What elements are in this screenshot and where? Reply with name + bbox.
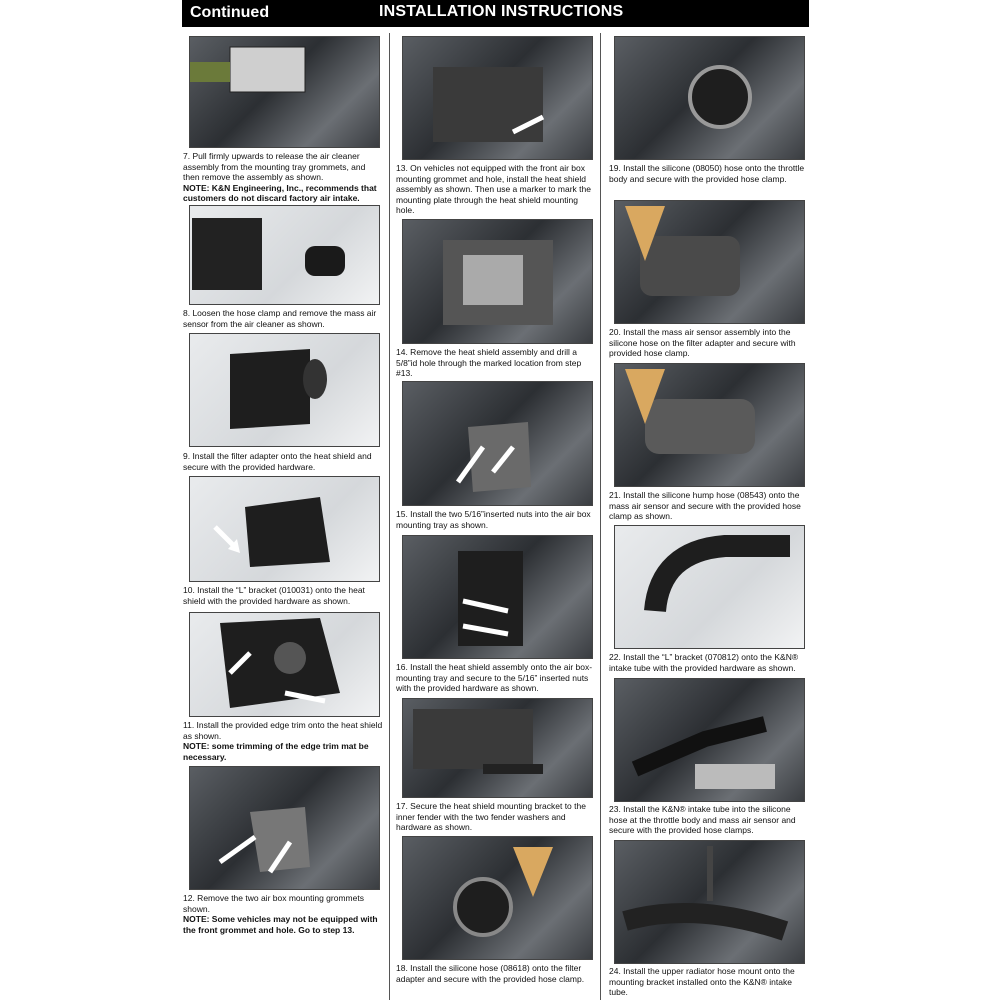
continued-label: Continued [190, 4, 270, 21]
step-15-photo [402, 381, 593, 506]
step-18-photo [402, 836, 593, 960]
step-13-text: 13. On vehicles not equipped with the front air box mounting grommet and hole, install the heat shield assembly as shown. Then use a marker to mark the mounting plate through the heat shield mounting hole. [396, 163, 591, 216]
step-12-note: NOTE: Some vehicles may not be equipped with the front grommet and hole. Go to step 13. [183, 914, 378, 935]
step-22-photo [614, 525, 805, 649]
step-8-photo [189, 205, 380, 305]
step-11-caption [183, 720, 383, 762]
page-title: INSTALLATION INSTRUCTIONS [379, 3, 624, 20]
step-17-caption [396, 801, 598, 833]
step-7-photo [189, 36, 380, 148]
step-11-text: 11. Install the provided edge trim onto the heat shield as shown. [183, 720, 383, 741]
step-7-caption [183, 151, 383, 204]
step-23-photo [614, 678, 805, 802]
step-23-text: 23. Install the K&N® intake tube into the silicone hose at the throttle body and mass air sensor and secure with the provided hose clamps. [609, 804, 796, 836]
step-17-photo [402, 698, 593, 798]
step-11-photo [189, 612, 380, 717]
step-16-text: 16. Install the heat shield assembly onto the air box-mounting tray and secure to the 5/16” inserted nuts with the provided hardware as shown. [396, 662, 593, 694]
step-20-photo [614, 200, 805, 324]
step-7-text: 7. Pull firmly upwards to release the air cleaner assembly from the mounting tray grommets, and then remove the assembly as shown. [183, 151, 366, 183]
step-18-text: 18. Install the silicone hose (08618) onto the filter adapter and secure with the provided hose clamp. [396, 963, 585, 984]
step-13-caption [396, 163, 598, 216]
step-21-text: 21. Install the silicone hump hose (08543) onto the mass air sensor and secure with the provided hose clamp as shown. [609, 490, 801, 522]
step-24-caption [609, 966, 809, 998]
step-8-text: 8. Loosen the hose clamp and remove the mass air sensor from the air cleaner as shown. [183, 308, 377, 329]
step-20-text: 20. Install the mass air sensor assembly into the silicone hose on the filter adapter and secure with provided hose clamp. [609, 327, 796, 359]
step-19-text: 19. Install the silicone (08050) hose onto the throttle body and secure with the provided hose clamp. [609, 163, 805, 184]
step-21-photo [614, 363, 805, 487]
step-21-caption [609, 490, 809, 522]
step-18-caption [396, 963, 598, 984]
step-17-text: 17. Secure the heat shield mounting bracket to the inner fender with the two fender washers and hardware as shown. [396, 801, 586, 833]
header-bar [182, 0, 809, 27]
step-13-photo [402, 36, 593, 160]
step-22-caption [609, 652, 809, 673]
step-16-photo [402, 535, 593, 659]
column-divider-right [600, 33, 601, 1000]
step-19-photo [614, 36, 805, 160]
step-10-caption [183, 585, 383, 606]
step-15-text: 15. Install the two 5/16”inserted nuts into the air box mounting tray as shown. [396, 509, 591, 530]
step-14-photo [402, 219, 593, 344]
step-10-text: 10. Install the “L” bracket (010031) onto the heat shield with the provided hardware as shown. [183, 585, 365, 606]
step-12-caption [183, 893, 383, 935]
step-16-caption [396, 662, 598, 694]
step-11-note: NOTE: some trimming of the edge trim mat be necessary. [183, 741, 369, 762]
step-15-caption [396, 509, 598, 530]
step-19-caption [609, 163, 809, 184]
step-14-caption [396, 347, 598, 379]
step-9-photo [189, 333, 380, 447]
step-12-text: 12. Remove the two air box mounting grommets shown. [183, 893, 364, 914]
step-9-caption [183, 451, 383, 472]
step-8-caption [183, 308, 383, 329]
step-22-text: 22. Install the “L” bracket (070812) onto the K&N® intake tube with the provided hardware as shown. [609, 652, 799, 673]
step-10-photo [189, 476, 380, 582]
step-14-text: 14. Remove the heat shield assembly and drill a 5/8”id hole through the marked location from step #13. [396, 347, 582, 379]
step-24-text: 24. Install the upper radiator hose mount onto the mounting bracket installed onto the K&N® intake tube. [609, 966, 795, 998]
step-23-caption [609, 804, 809, 836]
column-divider-left [389, 33, 390, 1000]
step-12-photo [189, 766, 380, 890]
step-20-caption [609, 327, 809, 359]
step-7-note: NOTE: K&N Engineering, Inc., recommends that customers do not discard factory air intake. [183, 182, 377, 204]
step-24-photo [614, 840, 805, 964]
step-9-text: 9. Install the filter adapter onto the heat shield and secure with the provided hardware. [183, 451, 372, 472]
